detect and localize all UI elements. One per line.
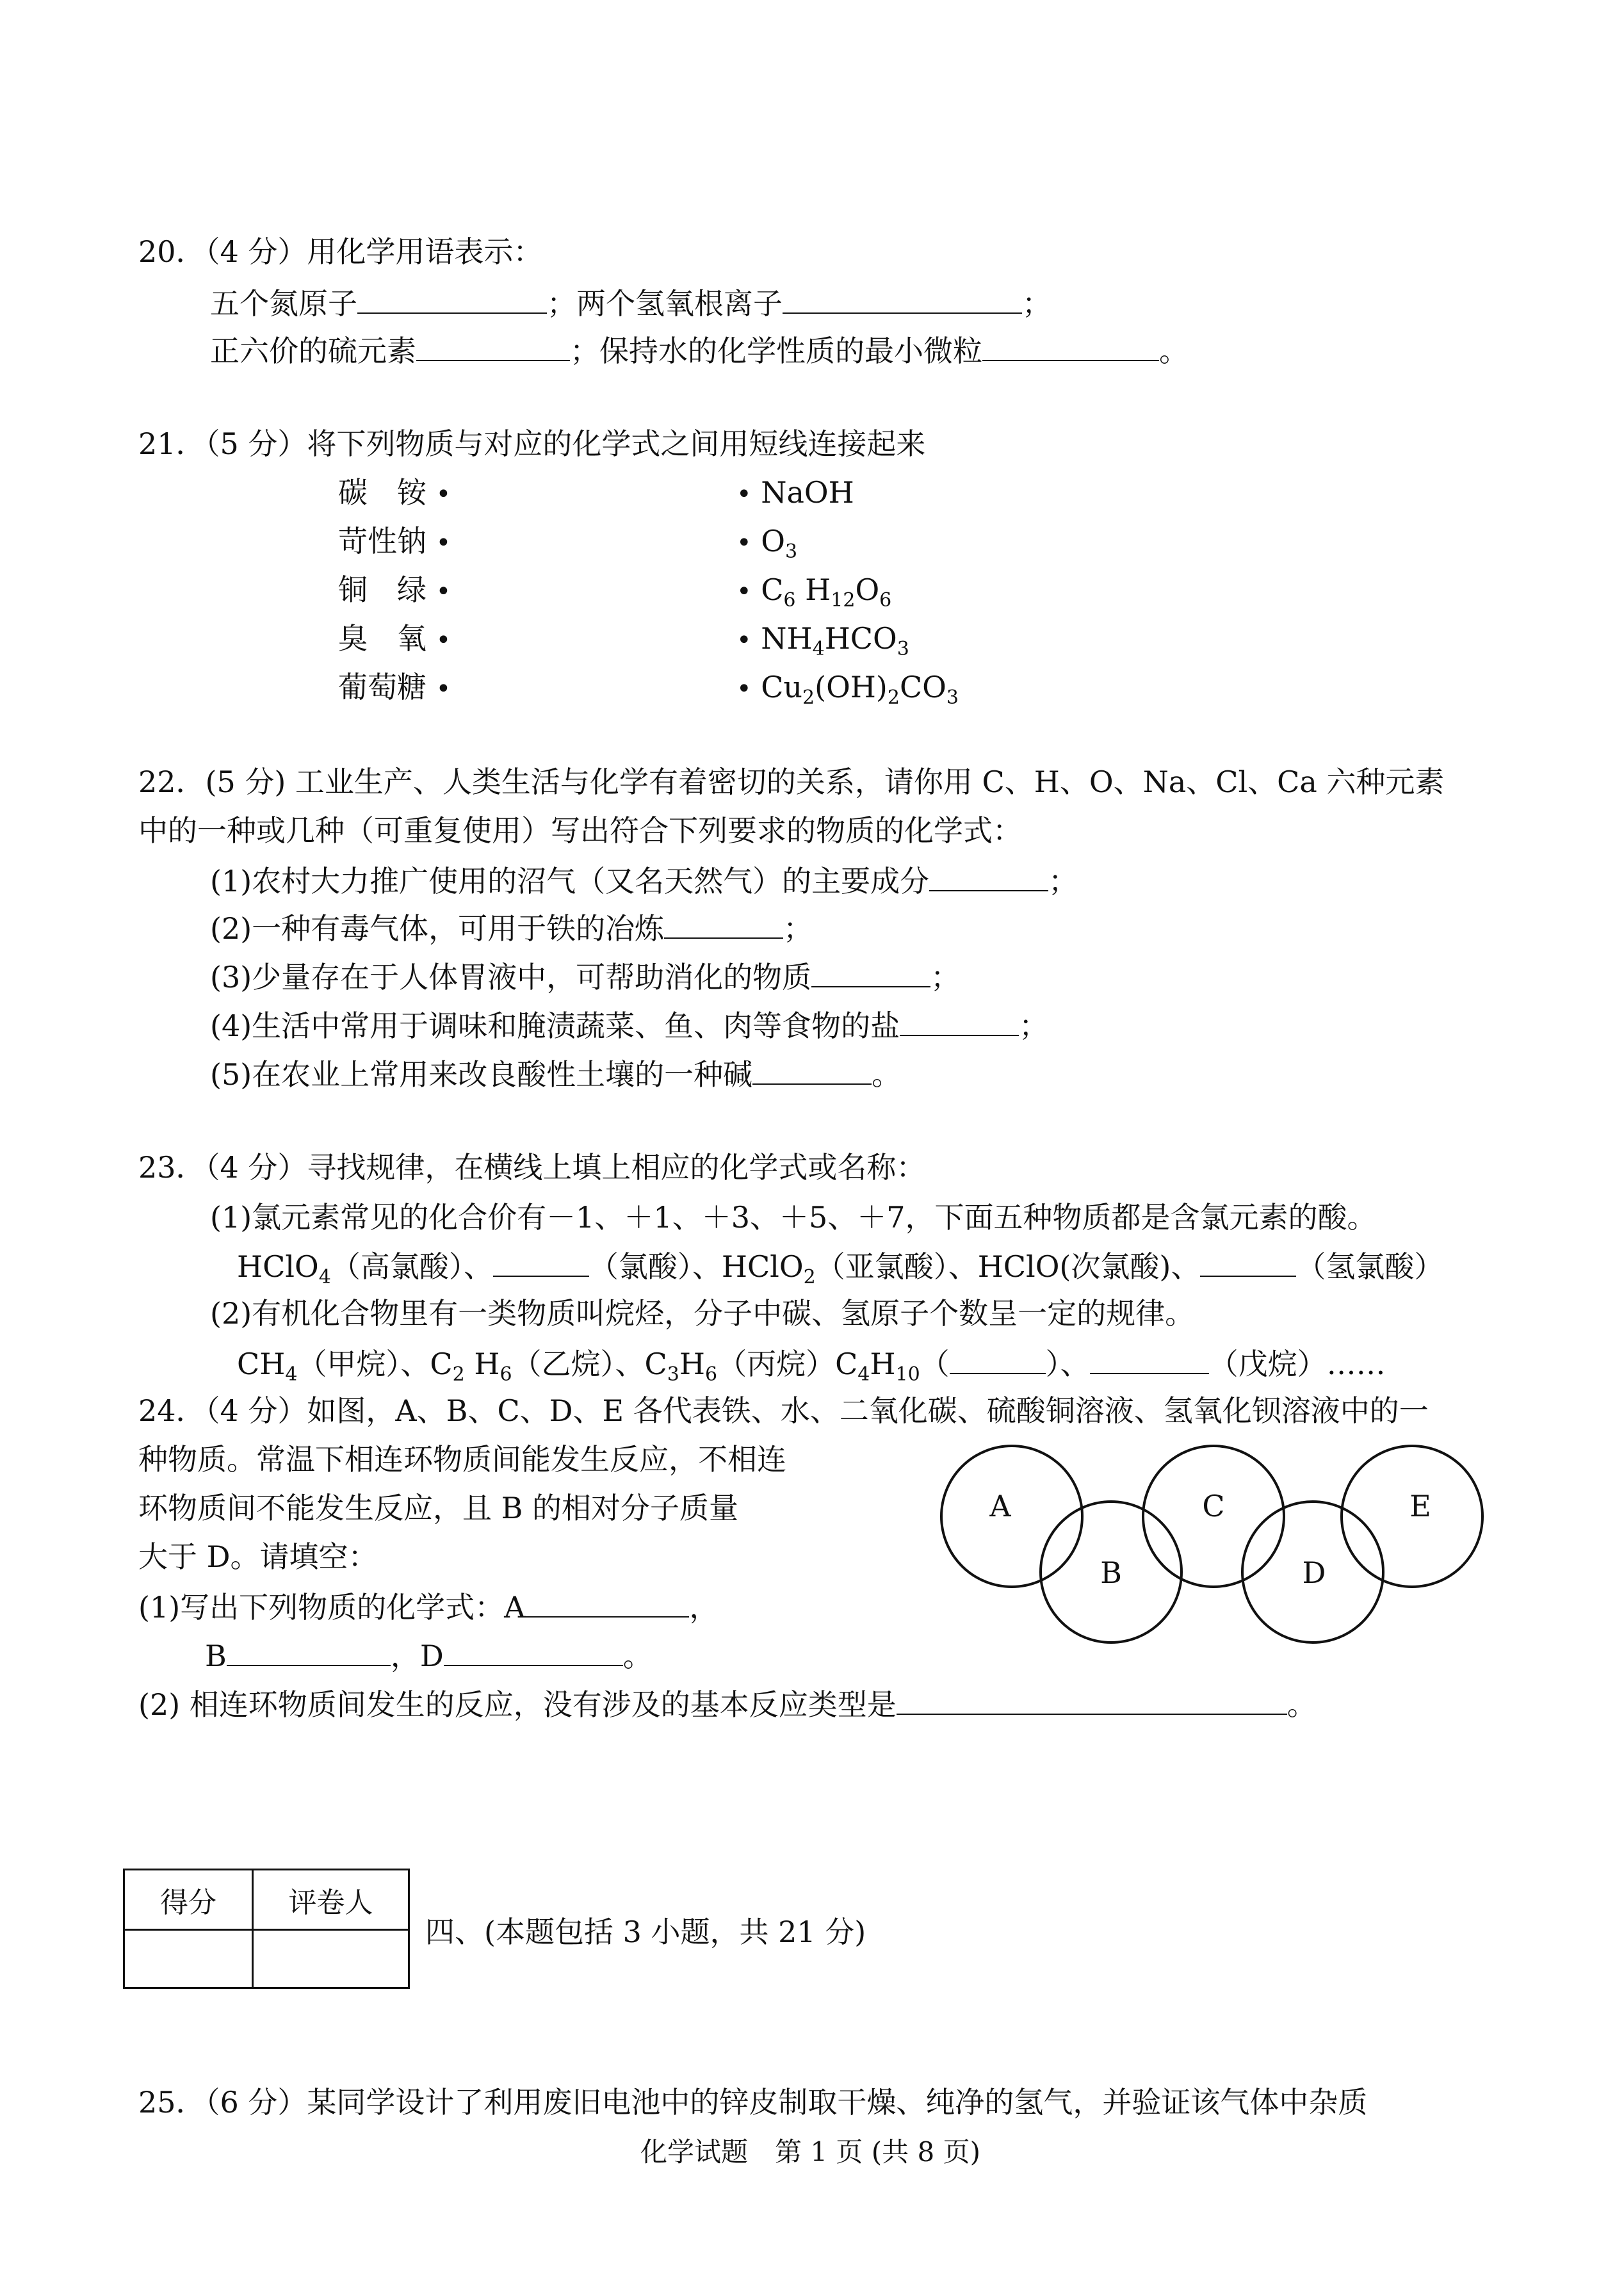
q21-formula-2: • $O_3$ [736,524,798,563]
q21-formula-5: • $Cu_2(OH)_2CO_3$ [736,670,959,709]
q22-item-5: (5)在农业上常用来改良酸性土壤的一种碱 。 [210,1057,902,1092]
answer-blank[interactable] [982,334,1159,361]
answer-blank[interactable] [900,1009,1019,1036]
q24-line4: 大于 D。请填空： [138,1539,378,1574]
q20-item2: 正六价的硫元素 [210,334,416,368]
answer-blank[interactable] [444,1639,623,1666]
q21-name-4: 臭 氧 • [338,621,451,656]
q21-name-5: 葡萄糖 • [338,670,451,704]
answer-blank[interactable] [525,1591,689,1618]
q20-end1: ； [1022,286,1052,321]
page-footer: 化学试题 第 1 页 (共 8 页) [640,2136,980,2168]
q22-item-3: (3)少量存在于人体胃液中，可帮助消化的物质 ； [210,960,961,994]
q24-sub1: (1)写出下列物质的化学式：A ， [138,1590,719,1625]
q20-end2: 。 [1159,334,1189,368]
q21-formula-1: • NaOH [736,475,854,510]
answer-blank[interactable] [493,1250,589,1277]
q24-line3: 环物质间不能发生反应，且 B 的相对分子质量 [138,1491,739,1525]
answer-blank[interactable] [357,287,547,314]
ring-label-c: C [1202,1489,1225,1523]
answer-blank[interactable] [950,1347,1046,1374]
q22-line1: 22．(5 分) 工业生产、人类生活与化学有着密切的关系，请你用 C、H、O、Na、Cl、Ca 六种元素 [138,765,1445,799]
q22-item-4: (4)生活中常用于调味和腌渍蔬菜、鱼、肉等食物的盐 ； [210,1009,1049,1043]
q24-line1: 24．（4 分）如图，A、B、C、D、E 各代表铁、水、二氧化碳、硫酸铜溶液、氢氧化钡溶液中的一 [138,1393,1429,1428]
q20-line2 [210,334,1189,366]
q20-sep2: ；保持水的化学性质的最小微粒 [570,334,982,368]
score-cell[interactable] [124,1930,253,1988]
q22-line2: 中的一种或几种（可重复使用）写出符合下列要求的物质的化学式： [138,813,1022,848]
grader-header: 评卷人 [253,1870,409,1930]
ring-label-b: B [1100,1555,1122,1590]
section-4-heading: 四、(本题包括 3 小题，共 21 分) [425,1915,866,1949]
ring-label-a: A [989,1489,1011,1523]
answer-blank[interactable] [929,864,1048,891]
q25-line1: 25．（6 分）某同学设计了利用废旧电池中的锌皮制取干燥、纯净的氢气，并验证该气体中杂质 [138,2085,1368,2120]
score-table [123,1869,410,1989]
score-header: 得分 [124,1870,253,1930]
q24-sub2: (2) 相连环物质间发生的反应，没有涉及的基本反应类型是 。 [138,1687,1317,1722]
ring-a [941,1446,1082,1587]
q23-p2: (2)有机化合物里有一类物质叫烷烃，分子中碳、氢原子个数呈一定的规律。 [210,1296,1195,1331]
ring-label-d: D [1302,1555,1326,1590]
q22-item-1: (1)农村大力推广使用的沼气（又名天然气）的主要成分 ； [210,864,1078,898]
q21-formula-3: • $C_6$ $H_{12}O_6$ [736,572,892,612]
q21-name-2: 苛性钠 • [338,524,451,558]
answer-blank[interactable] [416,334,570,361]
grader-cell[interactable] [253,1930,409,1988]
q20-sep1: ；两个氢氧根离子 [547,286,783,321]
q23-p1: (1)氯元素常见的化合价有－1、＋1、＋3、＋5、＋7，下面五种物质都是含氯元素的酸。 [210,1200,1377,1235]
answer-blank[interactable] [1200,1250,1296,1277]
answer-blank[interactable] [752,1058,872,1085]
answer-blank[interactable] [783,287,1022,314]
q21-formula-4: • $NH_4HCO_3$ [736,621,909,660]
q24-line2: 种物质。常温下相连环物质间能发生反应，不相连 [138,1442,786,1477]
q20-title: 20．（4 分）用化学用语表示： [138,234,543,269]
q20-item1: 五个氮原子 [210,286,357,321]
answer-blank[interactable] [811,961,930,987]
q23-p1-seq: HClO$_4$（高氯酸）、 （氯酸）、HClO$_2$（亚氯酸）、HClO(次氯酸)、 （氢氯酸） [237,1249,1444,1288]
rings-diagram [922,1441,1498,1697]
q22-item-2: (2)一种有毒气体，可用于铁的冶炼 ； [210,911,813,946]
q21-title: 21．（5 分）将下列物质与对应的化学式之间用短线连接起来 [138,426,926,461]
q21-name-3: 铜 绿 • [338,572,451,607]
answer-blank[interactable] [664,912,783,939]
q23-p2-seq: $CH_4$（甲烷）、$C_2$ $H_6$（乙烷）、$C_3H_6$（丙烷）$C_4H_{10}$（ ）、 （戊烷）…… [237,1347,1386,1386]
q20-line1 [210,286,1052,321]
q23-title: 23．（4 分）寻找规律，在横线上填上相应的化学式或名称： [138,1150,926,1185]
q24-sub1-b: B ，D 。 [205,1639,653,1673]
q21-name-1: 碳 铵 • [338,475,451,510]
answer-blank[interactable] [227,1639,391,1666]
answer-blank[interactable] [1090,1347,1209,1374]
ring-label-e: E [1409,1489,1431,1523]
